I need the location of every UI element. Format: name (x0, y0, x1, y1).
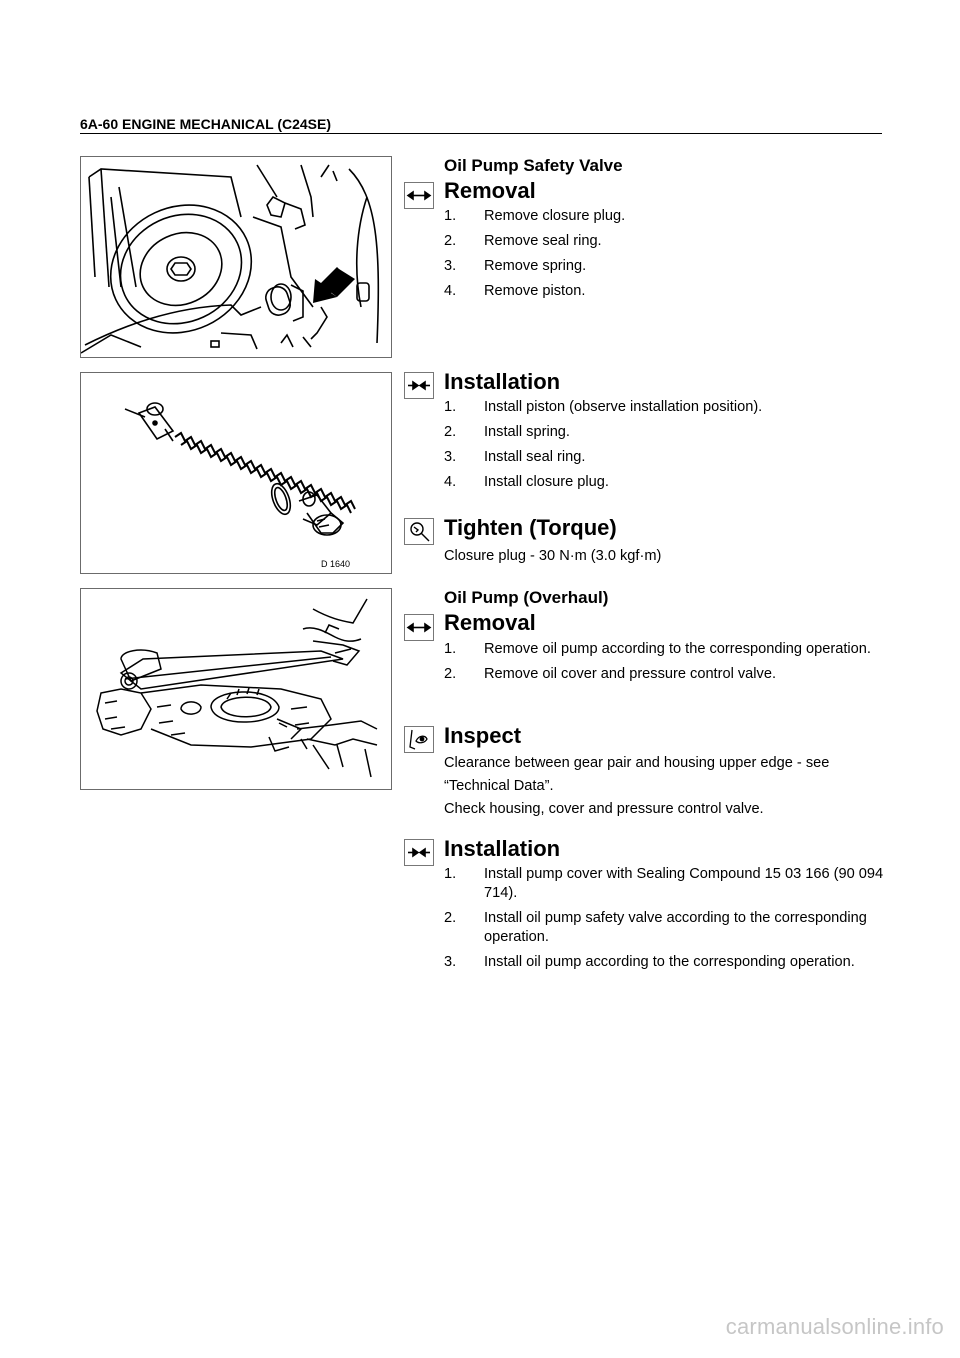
torque-wrench-icon (404, 518, 434, 545)
inspect-eye-icon (404, 726, 434, 753)
removal-steps-list (444, 640, 884, 690)
list-item: 1. Remove oil pump according to the corresponding operation. (444, 641, 871, 657)
list-item: 1. Install piston (observe installation position). (444, 399, 763, 415)
removal-steps-list (444, 207, 884, 307)
figure-safety-valve-components (80, 372, 392, 574)
installation-icon (404, 839, 434, 866)
removal-icon (404, 182, 434, 209)
oil-pump-illustration (81, 589, 391, 789)
torque-spec: Closure plug - 30 N·m (3.0 kgf·m) (444, 548, 662, 564)
page-header-title: 6A-60 ENGINE MECHANICAL (C24SE) (80, 116, 332, 132)
header-rule (80, 133, 882, 134)
list-item: 2. Install spring. (444, 424, 570, 440)
list-item: 1. Remove closure plug. (444, 208, 626, 224)
watermark: carmanualsonline.info (725, 1314, 944, 1339)
inspect-heading: Inspect (444, 723, 522, 748)
installation-heading: Installation (444, 369, 561, 394)
section-title-oil-pump-safety-valve: Oil Pump Safety Valve (444, 156, 623, 175)
installation-heading: Installation (444, 836, 561, 861)
list-item: 1. Install pump cover with Sealing Compound 15 03 166 (90 094 714). (444, 866, 884, 901)
removal-heading: Removal (444, 610, 536, 635)
removal-icon (404, 614, 434, 641)
list-item: 3. Install oil pump according to the corresponding operation. (444, 954, 855, 970)
installation-steps-list (444, 865, 886, 978)
engine-illustration (81, 157, 391, 357)
installation-icon (404, 372, 434, 399)
list-item: 3. Install seal ring. (444, 449, 586, 465)
list-item: 3. Remove spring. (444, 258, 587, 274)
list-item: 4. Install closure plug. (444, 474, 609, 490)
list-item: 2. Remove seal ring. (444, 233, 602, 249)
figure-oil-pump-safety-valve (80, 156, 392, 358)
inspect-check-text: Check housing, cover and pressure control valve. (444, 801, 764, 817)
valve-parts-illustration (81, 373, 391, 573)
installation-steps-list (444, 398, 884, 498)
list-item: 2. Remove oil cover and pressure control valve. (444, 666, 777, 682)
list-item: 2. Install oil pump safety valve according to the corresponding operation. (444, 910, 867, 945)
removal-heading: Removal (444, 178, 536, 203)
tighten-heading: Tighten (Torque) (444, 515, 617, 540)
section-title-oil-pump-overhaul: Oil Pump (Overhaul) (444, 588, 609, 607)
figure-oil-pump-overhaul (80, 588, 392, 790)
figure-code: D 1640 (321, 559, 351, 569)
list-item: 4. Remove piston. (444, 283, 586, 299)
inspect-clearance-text: Clearance between gear pair and housing upper edge - see “Technical Data”. (444, 755, 830, 794)
